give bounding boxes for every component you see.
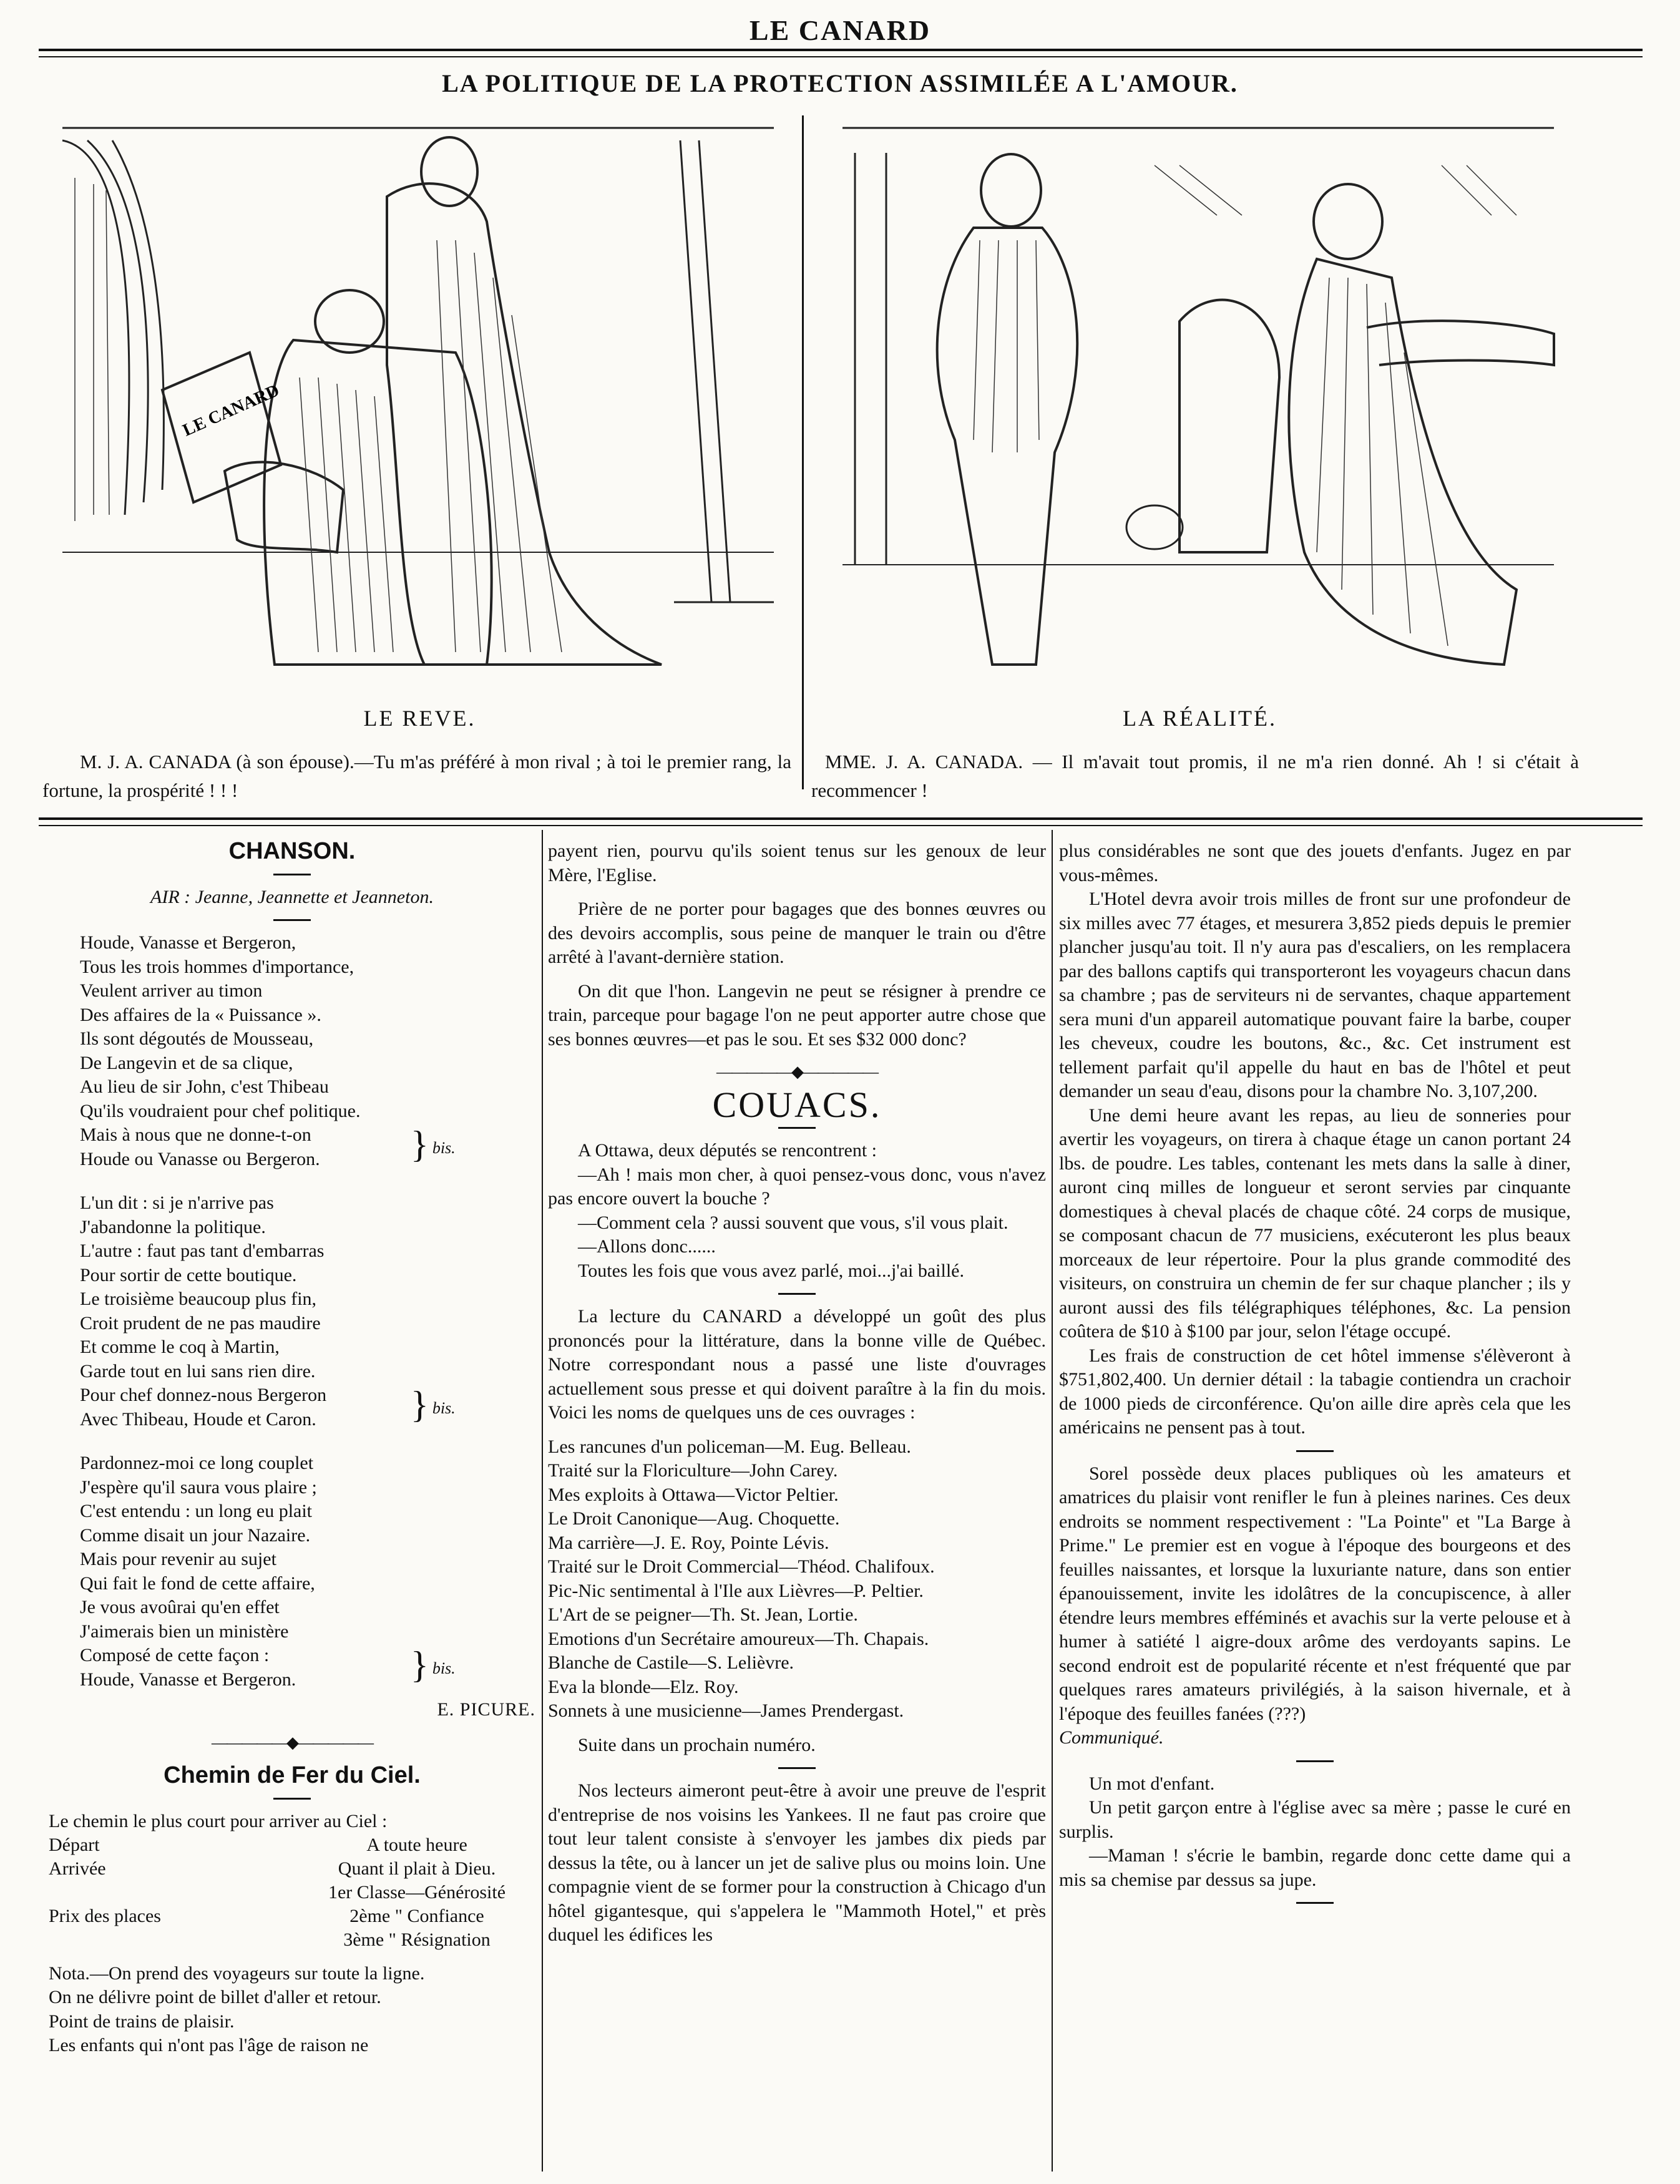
paragraph: —Allons donc...... <box>578 1236 716 1257</box>
list-item: Eva la blonde—Elz. Roy. <box>548 1676 739 1697</box>
verse-line: Mais pour revenir au sujet <box>80 1549 276 1569</box>
chemin-intro: Le chemin le plus court pour arriver au Ciel : <box>49 1810 388 1831</box>
section-rule <box>39 817 1643 820</box>
bis-marker: } bis. <box>411 1384 456 1425</box>
paragraph: —Maman ! s'écrie le bambin, regarde donc cette dame qui a mis sa chemise par dessus sa jupe. <box>1059 1845 1571 1890</box>
list-item: Pic-Nic sentimental à l'Ile aux Lièvres—P. Peltier. <box>548 1580 924 1601</box>
paragraph: La lecture du CANARD a développé un goût des plus prononcés pour la littérature, dans la bonne ville de Québec. Notre correspondant nous a passé une liste d'ouvrages actuellement sous presse et qui doivent paraître à la fin du mois. Voici les noms de quelques uns de ces ouvrages : <box>548 1306 1046 1423</box>
verse-line: De Langevin et de sa clique, <box>80 1052 293 1073</box>
separator <box>778 1767 816 1769</box>
arrivee-value: Quant il plait à Dieu. <box>338 1858 496 1879</box>
verse-line: Le troisième beaucoup plus fin, <box>80 1289 317 1309</box>
panel-title-la-realite: LA RÉALITÉ. <box>1123 706 1277 731</box>
separator <box>1296 1760 1334 1762</box>
paragraph: Suite dans un prochain numéro. <box>578 1734 816 1755</box>
list-item: Traité sur la Floriculture—John Carey. <box>548 1460 838 1481</box>
verse-line: Pardonnez-moi ce long couplet <box>80 1453 314 1473</box>
chanson-title: CHANSON. <box>228 838 356 864</box>
separator <box>778 1293 816 1295</box>
paragraph: Toutes les fois que vous avez parlé, moi...j'ai baillé. <box>578 1260 964 1281</box>
chanson-signature: E. PICURE. <box>437 1699 535 1720</box>
verse-line: Houde ou Vanasse ou Bergeron. <box>80 1148 320 1169</box>
panel-title-le-reve: LE REVE. <box>363 706 476 731</box>
verse-line: L'un dit : si je n'arrive pas <box>80 1192 274 1213</box>
separator <box>273 874 311 875</box>
classe-1: 1er Classe—Générosité <box>328 1881 506 1903</box>
verse-line: J'aimerais bien un ministère <box>80 1621 289 1642</box>
separator <box>273 1798 311 1800</box>
communique: Communiqué. <box>1059 1727 1164 1748</box>
verse-line: Qui fait le fond de cette affaire, <box>80 1572 315 1594</box>
separator <box>1296 1450 1334 1452</box>
list-item: Ma carrière—J. E. Roy, Pointe Lévis. <box>548 1532 829 1553</box>
paragraph: Un mot d'enfant. <box>1089 1773 1215 1794</box>
verse-line: Avec Thibeau, Houde et Caron. <box>80 1408 316 1430</box>
chanson-air: AIR : Jeanne, Jeannette et Jeanneton. <box>150 886 434 907</box>
chemin-note: Les enfants qui n'ont pas l'âge de raison ne <box>49 2035 369 2055</box>
chanson-verse-2 <box>49 1191 535 1431</box>
depart-value: A toute heure <box>366 1834 467 1855</box>
verse-line: Des affaires de la « Puissance ». <box>80 1004 321 1025</box>
verse-line: Qu'ils voudraient pour chef politique. <box>80 1100 361 1121</box>
list-item: Mes exploits à Ottawa—Victor Peltier. <box>548 1484 839 1505</box>
verse-line: Je vous avoûrai qu'en effet <box>80 1597 280 1617</box>
classe-2: 2ème " Confiance <box>349 1905 484 1926</box>
masthead-rule <box>39 49 1643 51</box>
separator <box>778 1127 816 1129</box>
separator <box>1296 1902 1334 1904</box>
continued-text: payent rien, pourvu qu'ils soient tenus sur les genoux de leur Mère, l'Eglise. <box>548 841 1046 885</box>
list-item: Sonnets à une musicienne—James Prendergast. <box>548 1700 904 1721</box>
paragraph: Un petit garçon entre à l'église avec sa mère ; passe le curé en surplis. <box>1059 1797 1571 1842</box>
chanson-verse-3 <box>49 1451 535 1692</box>
verse-line: C'est entendu : un long eu plait <box>80 1501 313 1521</box>
illustration-divider <box>802 115 804 789</box>
illustration-le-reve <box>50 115 789 677</box>
list-item: Traité sur le Droit Commercial—Théod. Chalifoux. <box>548 1556 935 1577</box>
paragraph: A Ottawa, deux députés se rencontrent : <box>578 1140 877 1161</box>
verse-line: J'abandonne la politique. <box>80 1216 266 1237</box>
paragraph: On dit que l'hon. Langevin ne peut se résigner à prendre ce train, parceque pour bagage l'on ne peut apporter autre chose que ses bonnes œuvres—et pas le sou. Et ses $32 000 donc? <box>548 980 1046 1050</box>
caption-la-realite: MME. J. A. CANADA. — Il m'avait tout promis, il ne m'a rien donné. Ah ! si c'était à recommencer ! <box>811 751 1579 801</box>
bis-marker: } bis. <box>411 1124 456 1165</box>
verse-line: L'autre : faut pas tant d'embarras <box>80 1241 325 1261</box>
paragraph: Les frais de construction de cet hôtel immense s'élèveront à $751,802,400. Un dernier détail : la tabagie contiendra un crachoir de 1000 pieds de circonférence. Qu'on aille dire après cela que les américains ne pensent pas à tout. <box>1059 1345 1571 1438</box>
column-1 <box>49 839 535 2058</box>
ornament-divider: —————◆————— <box>716 1063 877 1081</box>
section-rule-thin <box>39 825 1643 826</box>
book-list <box>548 1435 1046 1723</box>
list-item: Le Droit Canonique—Aug. Choquette. <box>548 1508 840 1529</box>
column-rule-2 <box>1052 830 1053 2172</box>
separator <box>273 919 311 921</box>
paragraph: —Comment cela ? aussi souvent que vous, s'il vous plait. <box>578 1212 1008 1233</box>
column-3 <box>1059 839 1571 1914</box>
masthead-rule-thin <box>39 56 1643 57</box>
verse-line: Ils sont dégoutés de Mousseau, <box>80 1028 314 1049</box>
list-item: Blanche de Castile—S. Lelièvre. <box>548 1652 794 1673</box>
paragraph: Une demi heure avant les repas, au lieu de sonneries pour avertir les voyageurs, on tirera à chaque étage un canon portant 24 lbs. de poudre. Les tables, contenant les mets dans la salle à diner, auront cinq milles de longueur et seront servies par cinquante domestiques à cheval placés de chaque côté. 24 corps de musique, se composant chacun de 77 musiciens, exécuteront les plus beaux morceaux de leur répertoire. Pour la plus grande commodité des visiteurs, on construira un chemin de fer sur chaque plancher ; ils y auront aussi des fils télégraphiques téléphones, &c. La pension coûtera de $10 à $100 par jour, selon l'étage occupé. <box>1059 1104 1571 1342</box>
verse-line: Mais à nous que ne donne-t-on <box>80 1124 311 1145</box>
paragraph: —Ah ! mais mon cher, à quoi pensez-vous donc, vous n'avez pas encore ouvert la bouche ? <box>548 1164 1046 1209</box>
paragraph: Prière de ne porter pour bagages que des bonnes œuvres ou des devoirs accomplis, sous peine de manquer le train ou d'être arrêté à l'avant-dernière station. <box>548 899 1046 967</box>
verse-line: Composé de cette façon : <box>80 1645 270 1665</box>
verse-line: Et comme le coq à Martin, <box>80 1337 280 1357</box>
list-item: L'Art de se peigner—Th. St. Jean, Lortie. <box>548 1604 858 1625</box>
continued-text: plus considérables ne sont que des jouets d'enfants. Jugez en par vous-mêmes. <box>1059 841 1571 885</box>
bis-marker: } bis. <box>411 1644 456 1685</box>
verse-line: Veulent arriver au timon <box>80 980 263 1001</box>
chemin-note: On ne délivre point de billet d'aller et retour. <box>49 1987 381 2007</box>
chemin-title: Chemin de Fer du Ciel. <box>164 1762 421 1788</box>
paragraph: L'Hotel devra avoir trois milles de front sur une profondeur de six milles avec 77 étages, et mesurera 3,852 pieds depuis le premier plancher jusqu'au toit. Il n'y aura pas d'escaliers, on les remplacera par des ballons captifs qui transporteront les voyageurs chacun dans sa chambre ; pas de serviteurs ni de servantes, chaque appartement sera muni d'un appareil automatique pouvant faire la barbe, couper les cheveux, coudre les boutons, &c., &c. Cet instrument est tellement parfait qu'il appelle du haut en bas de l'hôtel et peut demander un seau d'eau, disons pour la chambre No. 3,107,200. <box>1059 889 1571 1101</box>
paragraph: Nos lecteurs aimeront peut-être à avoir une preuve de l'esprit d'entreprise de nos voisins les Yankees. Il ne faut pas croire que tout leur talent consiste à s'envoyer les jambes dix pieds par dessus la tête, ou à lancer un jet de salive plus ou moins loin. Une compagnie vient de se former pour la construction à Chicago d'un hôtel gigantesque, qui s'appelera le "Mammoth Hotel," et près duquel les édifices les <box>548 1780 1046 1945</box>
verse-line: Houde, Vanasse et Bergeron. <box>80 1669 296 1690</box>
masthead: LE CANARD <box>749 14 931 46</box>
prix-label: Prix des places <box>49 1905 161 1926</box>
classe-3: 3ème " Résignation <box>343 1929 491 1950</box>
column-2 <box>548 839 1046 1948</box>
verse-line: Pour chef donnez-nous Bergeron <box>80 1385 327 1405</box>
illustration-la-realite <box>830 115 1570 677</box>
chanson-verse-1 <box>49 931 535 1171</box>
verse-line: Comme disait un jour Nazaire. <box>80 1524 311 1546</box>
list-item: Les rancunes d'un policeman—M. Eug. Belleau. <box>548 1436 911 1457</box>
le-canard-newspaper-label: LE CANARD <box>180 380 283 441</box>
verse-line: Pour sortir de cette boutique. <box>80 1264 297 1285</box>
column-rule-1 <box>542 830 543 2172</box>
paragraph: Sorel possède deux places publiques où les amateurs et amatrices du plaisir vont renifler le fun à pleines narines. Ces deux endroits se nomment respectivement : "La Pointe" et "La Barge à Prime." Le premier est en vogue à l'époque des bourgeons et des feuilles naissantes, et lorsque la luxuriante nature, dans son entier épanouissement, invite les idolâtres de la concupiscence, à aller étendre leurs membres efféminés et avachis sur la verte pelouse et à humer à satiété l aigre-doux arôme des verdoyants sapins. Le second endroit est de popularité récente et n'est fréquenté que par quelques rares amateurs privilégiés, à la saison hivernale, et à l'époque des feuilles fanées (???) <box>1059 1463 1571 1724</box>
arrivee-label: Arrivée <box>49 1858 106 1879</box>
chemin-timetable <box>49 1810 535 1952</box>
verse-line: Au lieu de sir John, c'est Thibeau <box>80 1076 329 1097</box>
couacs-title: COUACS. <box>712 1084 882 1125</box>
chemin-note: Nota.—On prend des voyageurs sur toute la ligne. <box>49 1962 425 1984</box>
depart-label: Départ <box>49 1834 100 1855</box>
headline: LA POLITIQUE DE LA PROTECTION ASSIMILÉE A L'AMOUR. <box>442 69 1238 97</box>
chemin-note: Point de trains de plaisir. <box>49 2011 235 2032</box>
list-item: Emotions d'un Secrétaire amoureux—Th. Chapais. <box>548 1628 929 1649</box>
verse-line: Tous les trois hommes d'importance, <box>80 956 354 977</box>
ornament-divider: —————◆————— <box>212 1733 373 1752</box>
verse-line: Croit prudent de ne pas maudire <box>80 1312 321 1333</box>
verse-line: Houde, Vanasse et Bergeron, <box>80 932 296 953</box>
caption-le-reve: M. J. A. CANADA (à son épouse).—Tu m'as préféré à mon rival ; à toi le premier rang, la fortune, la prospérité ! ! ! <box>42 751 791 801</box>
verse-line: J'espère qu'il saura vous plaire ; <box>80 1476 317 1498</box>
verse-line: Garde tout en lui sans rien dire. <box>80 1360 316 1382</box>
